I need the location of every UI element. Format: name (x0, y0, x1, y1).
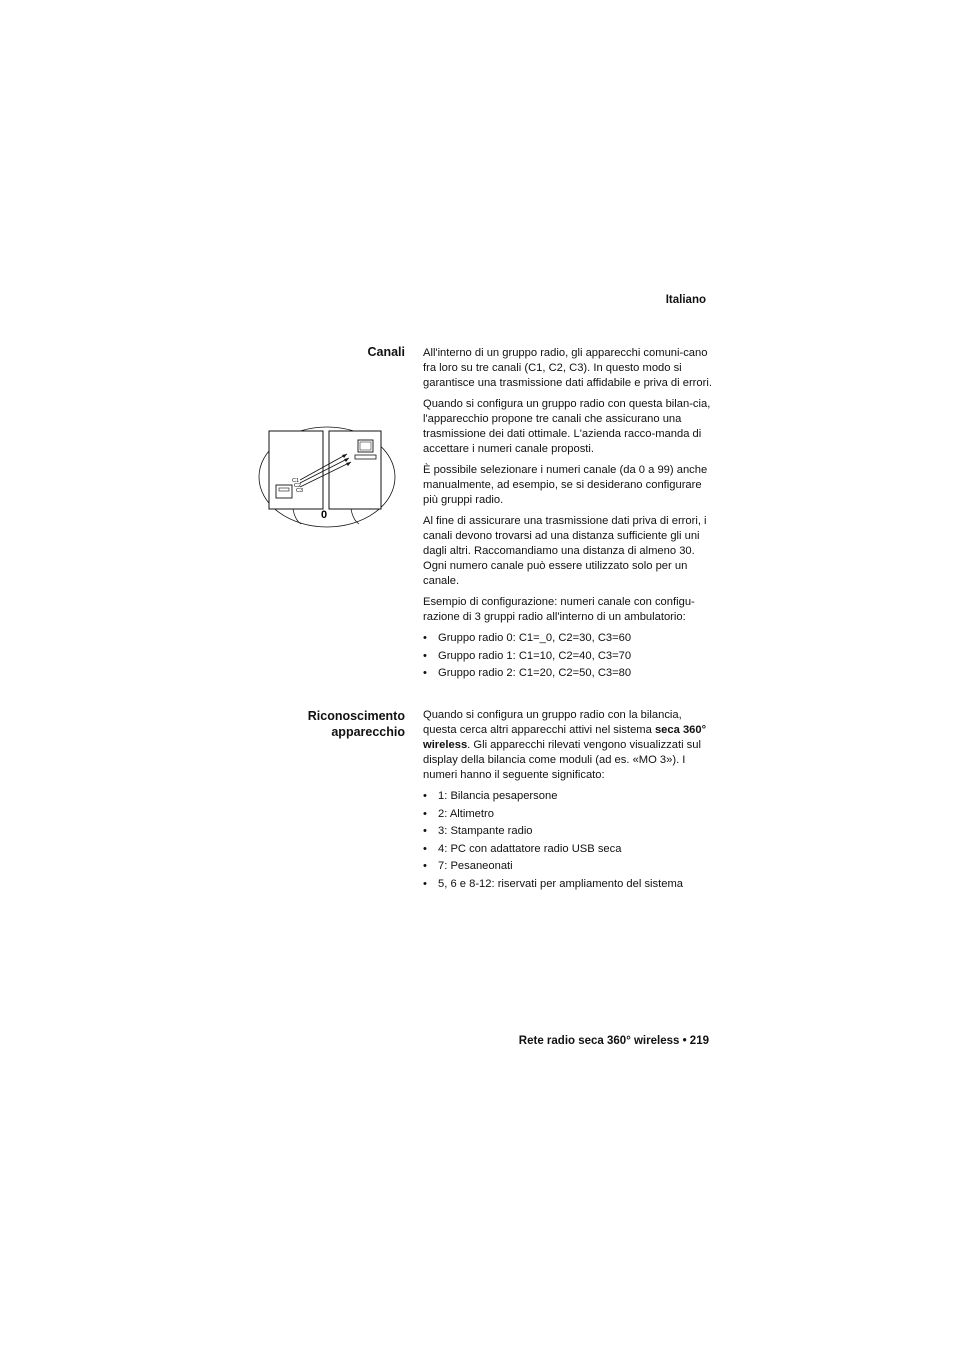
paragraph: Esempio di configurazione: numeri canale con configu-razione di 3 gruppi radio all'interno di un ambulatorio: (423, 596, 695, 623)
language-label: Italiano (665, 294, 706, 306)
section-body-canali (423, 346, 715, 684)
group-label: 0 (321, 509, 328, 521)
paragraph: All'interno di un gruppo radio, gli apparecchi comuni-cano fra loro su tre canali (C1, C2, C3). In questo modo si garantisce una trasmissione dati affidabile e priva di errori. (423, 347, 712, 389)
list-item: • Gruppo radio 0: C1=_0, C2=30, C3=60 (423, 631, 715, 646)
list-item: • 7: Pesaneonati (423, 859, 715, 874)
channel-label-c2: C2 (294, 483, 302, 489)
channel-label-c3: C3 (296, 488, 304, 494)
section-body-riconoscimento (423, 708, 715, 894)
list-item: • Gruppo radio 2: C1=20, C2=50, C3=80 (423, 666, 715, 681)
page-footer: Rete radio seca 360° wireless • 219 (518, 1035, 709, 1047)
list-item: • 4: PC con adattatore radio USB seca (423, 842, 715, 857)
paragraph: Quando si configura un gruppo radio con questa bilan-cia, l'apparecchio propone tre canali che assicurano una trasmissione dei dati ottimale. L'azienda racco-manda di accettare i numeri canale proposti. (423, 398, 711, 455)
intro-text: . Gli apparecchi rilevati vengono visualizzati sul display della bilancia come moduli (ad es. «MO 3»). I numeri hanno il seguente significato: (423, 739, 701, 781)
device-code-list (423, 789, 715, 892)
paragraph: Al fine di assicurare una trasmissione dati priva di errori, i canali devono trovarsi ad una distanza sufficiente gli uni dagli altri. Raccomandiamo una distanza di almeno 30. Ogni numero canale può essere utilizzato solo per un canale. (423, 515, 707, 587)
heading-line: Riconoscimento (307, 709, 405, 723)
paragraph (423, 708, 715, 783)
list-item: • 1: Bilancia pesapersone (423, 789, 715, 804)
channel-label-c1: C1 (292, 478, 300, 484)
computer-icon (355, 440, 376, 459)
intro-text: Quando si configura un gruppo radio con la bilancia, questa cerca altri apparecchi attivi nel sistema (423, 709, 682, 736)
section-heading-riconoscimento (308, 708, 405, 740)
list-item: • 5, 6 e 8-12: riservati per ampliamento del sistema (423, 877, 715, 892)
heading-line: apparecchio (331, 725, 405, 739)
list-item: • 3: Stampante radio (423, 824, 715, 839)
room-diagram-icon (255, 420, 400, 532)
section-heading-canali: Canali (367, 345, 405, 359)
paragraph: È possibile selezionare i numeri canale (da 0 a 99) anche manualmente, ad esempio, se si desiderano configurare più gruppi radio. (423, 464, 708, 506)
product-name: seca 360° wireless (423, 724, 707, 751)
list-item: • 2: Altimetro (423, 807, 715, 822)
channel-config-list (423, 631, 715, 681)
list-item: • Gruppo radio 1: C1=10, C2=40, C3=70 (423, 649, 715, 664)
scale-device-icon (276, 485, 292, 498)
